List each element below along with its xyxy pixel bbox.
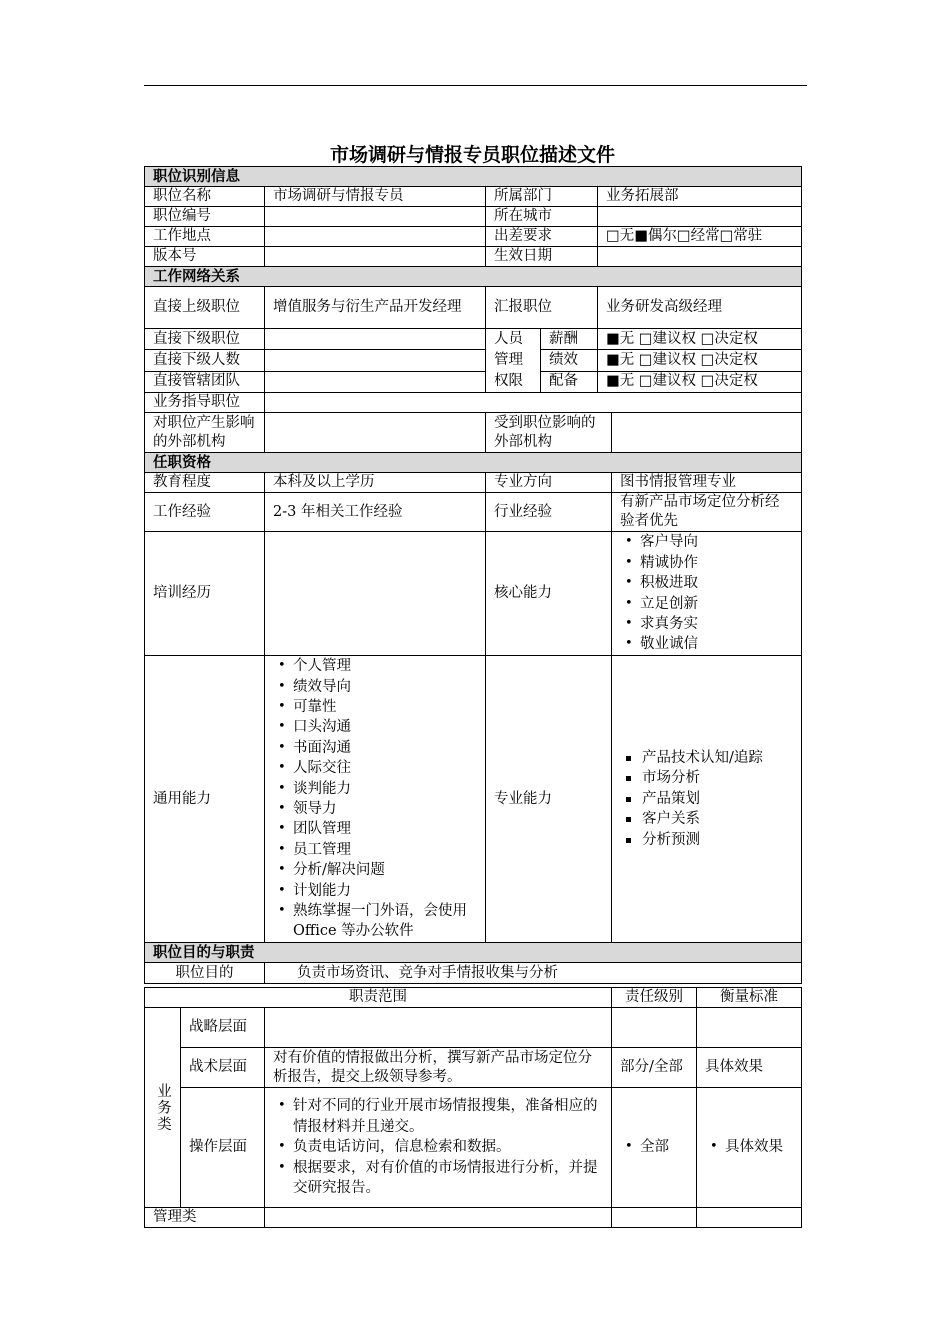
tactical-value: 对有价值的情报做出分析，撰写新产品市场定位分析报告，提交上级领导参考。 <box>265 1048 612 1088</box>
purpose-label: 职位目的 <box>145 963 265 984</box>
list-item: • 计划能力 <box>293 881 477 901</box>
core-competency-value <box>612 532 802 656</box>
list-item: • 精诚协作 <box>640 553 793 573</box>
subordinate-count-value <box>265 350 486 371</box>
list-item: • 负责电话访问，信息检索和数据。 <box>293 1137 603 1157</box>
duties-table <box>144 987 802 1228</box>
position-name-value: 市场调研与情报专员 <box>265 187 486 207</box>
staffing-value: ■无 □建议权 □决定权 <box>598 371 802 392</box>
report-value: 业务研发高级经理 <box>598 287 802 329</box>
business-category-label: 业务类 <box>155 1082 171 1133</box>
strategic-measure <box>697 1008 802 1048</box>
document-title: 市场调研与情报专员职位描述文件 <box>329 144 615 166</box>
section-identity: 职位识别信息 <box>145 167 802 187</box>
industry-value: 有新产品市场定位分析经验者优先 <box>612 493 802 532</box>
work-place-label: 工作地点 <box>145 227 265 247</box>
list-item: 分析预测 <box>642 830 793 850</box>
list-item: • 人际交往 <box>293 758 477 778</box>
list-item: • 敬业诚信 <box>640 634 793 654</box>
list-item: • 个人管理 <box>293 656 477 676</box>
experience-value: 2-3 年相关工作经验 <box>265 493 486 532</box>
operational-measure <box>697 1088 802 1208</box>
list-item: 产品技术认知/追踪 <box>642 748 793 768</box>
list-item: • 领导力 <box>293 799 477 819</box>
list-item: • 针对不同的行业开展市场情报搜集，准备相应的情报材料并且递交。 <box>293 1096 603 1137</box>
industry-label: 行业经验 <box>486 493 612 532</box>
major-label: 专业方向 <box>486 473 612 493</box>
strategic-value <box>265 1008 612 1048</box>
tactical-measure: 具体效果 <box>697 1048 802 1088</box>
department-value: 业务拓展部 <box>598 187 802 207</box>
list-item: 产品策划 <box>642 789 793 809</box>
salary-label: 薪酬 <box>541 329 598 350</box>
department-label: 所属部门 <box>486 187 598 207</box>
external-influence-value <box>265 413 486 453</box>
training-value <box>265 532 486 656</box>
list-item: • 可靠性 <box>293 697 477 717</box>
list-item: • 绩效导向 <box>293 677 477 697</box>
list-item: • 口头沟通 <box>293 717 477 737</box>
education-label: 教育程度 <box>145 473 265 493</box>
general-competency-label: 通用能力 <box>145 656 265 943</box>
list-item: • 根据要求，对有价值的市场情报进行分析，并提交研究报告。 <box>293 1158 603 1199</box>
tactical-label: 战术层面 <box>181 1048 265 1088</box>
section-qualification: 任职资格 <box>145 453 802 473</box>
professional-competency-value <box>612 656 802 943</box>
strategic-label: 战略层面 <box>181 1008 265 1048</box>
report-label: 汇报职位 <box>486 287 598 329</box>
management-category-label: 管理类 <box>145 1208 265 1228</box>
list-item: • 书面沟通 <box>293 738 477 758</box>
list-item: • 具体效果 <box>725 1137 793 1157</box>
job-description-table <box>144 166 802 984</box>
measure-header: 衡量标准 <box>697 988 802 1008</box>
effective-date-value <box>598 247 802 267</box>
core-competency-label: 核心能力 <box>486 532 612 656</box>
list-item: • 分析/解决问题 <box>293 860 477 880</box>
guidance-position-label: 业务指导职位 <box>145 393 265 413</box>
management-value <box>265 1208 612 1228</box>
superior-value: 增值服务与衍生产品开发经理 <box>265 287 486 329</box>
header-rule <box>144 85 807 86</box>
team-value <box>265 371 486 392</box>
external-influenced-value <box>612 413 802 453</box>
list-item: • 积极进取 <box>640 573 793 593</box>
major-value: 图书情报管理专业 <box>612 473 802 493</box>
management-level <box>612 1208 697 1228</box>
external-influence-label: 对职位产生影响的外部机构 <box>145 413 265 453</box>
performance-value: ■无 □建议权 □决定权 <box>598 350 802 371</box>
purpose-value: 负责市场资讯、竞争对手情报收集与分析 <box>265 963 802 984</box>
list-item: 客户关系 <box>642 809 793 829</box>
team-label: 直接管辖团队 <box>145 371 265 392</box>
list-item: 市场分析 <box>642 768 793 788</box>
external-influenced-label: 受到职位影响的外部机构 <box>486 413 612 453</box>
education-value: 本科及以上学历 <box>265 473 486 493</box>
list-item: • 求真务实 <box>640 614 793 634</box>
list-item: • 客户导向 <box>640 532 793 552</box>
professional-competency-list <box>620 748 793 850</box>
version-label: 版本号 <box>145 247 265 267</box>
list-item: • 团队管理 <box>293 819 477 839</box>
performance-label: 绩效 <box>541 350 598 371</box>
operational-measure-list <box>705 1137 793 1157</box>
tactical-level: 部分/全部 <box>612 1048 697 1088</box>
guidance-position-value <box>265 393 802 413</box>
staff-management-label: 人员管理权限 <box>486 329 541 393</box>
professional-competency-label: 专业能力 <box>486 656 612 943</box>
operational-value <box>265 1088 612 1208</box>
city-value <box>598 207 802 227</box>
operational-level-list <box>620 1137 688 1157</box>
subordinate-position-label: 直接下级职位 <box>145 329 265 350</box>
position-code-label: 职位编号 <box>145 207 265 227</box>
general-competency-list <box>273 656 477 942</box>
effective-date-label: 生效日期 <box>486 247 598 267</box>
management-measure <box>697 1208 802 1228</box>
work-place-value <box>265 227 486 247</box>
staffing-label: 配备 <box>541 371 598 392</box>
operational-level <box>612 1088 697 1208</box>
core-competency-list <box>620 532 793 654</box>
salary-value: ■无 □建议权 □决定权 <box>598 329 802 350</box>
subordinate-count-label: 直接下级人数 <box>145 350 265 371</box>
business-category-cell <box>145 1008 181 1208</box>
section-network: 工作网络关系 <box>145 267 802 287</box>
scope-header: 职责范围 <box>145 988 612 1008</box>
operational-duty-list <box>273 1096 603 1198</box>
travel-label: 出差要求 <box>486 227 598 247</box>
position-code-value <box>265 207 486 227</box>
list-item: • 立足创新 <box>640 594 793 614</box>
list-item: • 熟练掌握一门外语，会使用 Office 等办公软件 <box>293 901 477 942</box>
experience-label: 工作经验 <box>145 493 265 532</box>
travel-value: □无■偶尔□经常□常驻 <box>598 227 802 247</box>
strategic-level <box>612 1008 697 1048</box>
list-item: • 全部 <box>640 1137 688 1157</box>
level-header: 责任级别 <box>612 988 697 1008</box>
position-name-label: 职位名称 <box>145 187 265 207</box>
training-label: 培训经历 <box>145 532 265 656</box>
list-item: • 谈判能力 <box>293 779 477 799</box>
general-competency-value <box>265 656 486 943</box>
version-value <box>265 247 486 267</box>
operational-label: 操作层面 <box>181 1088 265 1208</box>
city-label: 所在城市 <box>486 207 598 227</box>
superior-label: 直接上级职位 <box>145 287 265 329</box>
list-item: • 员工管理 <box>293 840 477 860</box>
section-purpose: 职位目的与职责 <box>145 943 802 963</box>
subordinate-position-value <box>265 329 486 350</box>
